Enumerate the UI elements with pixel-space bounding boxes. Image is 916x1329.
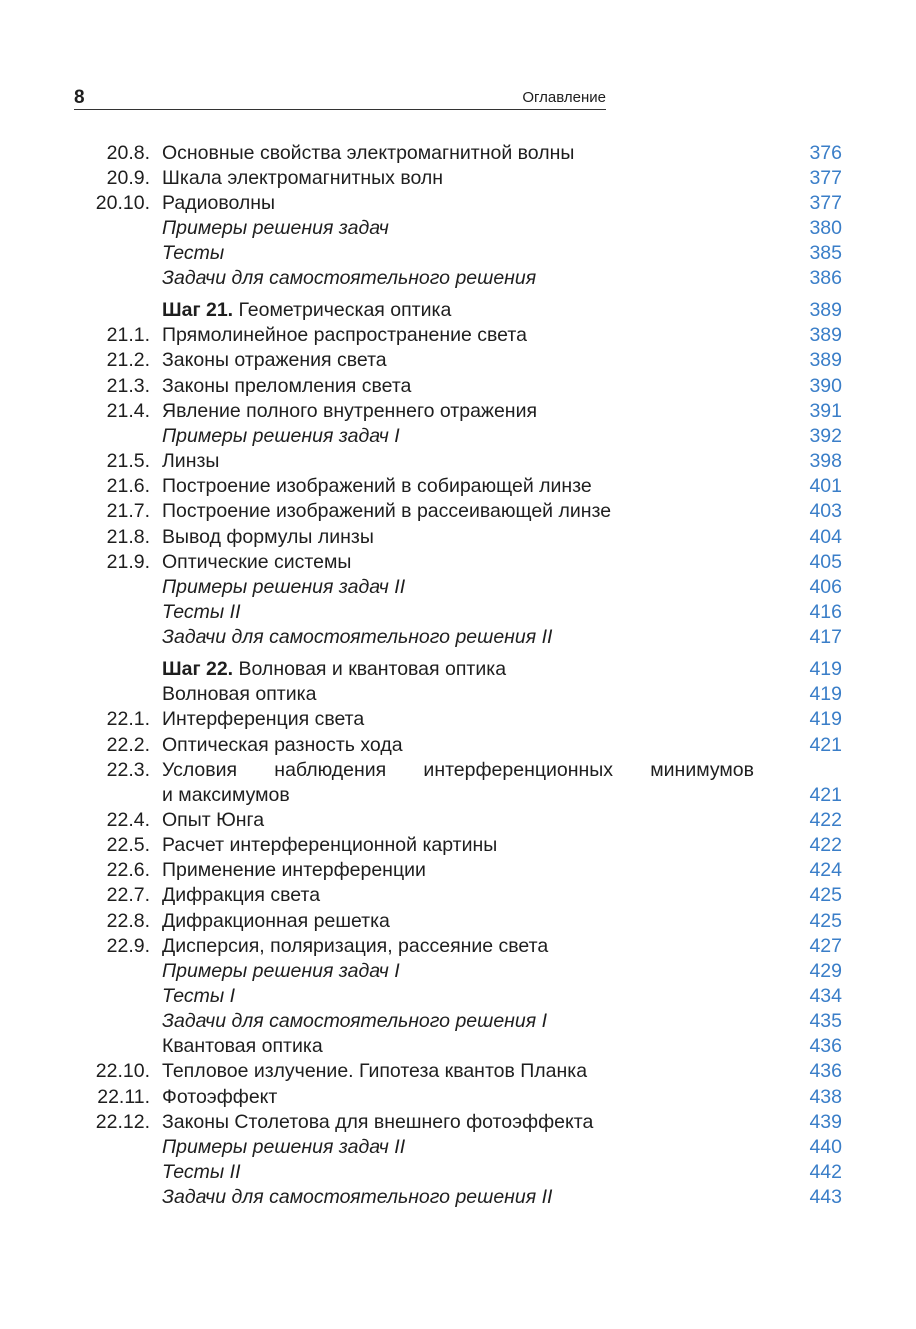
toc-entry-title: Оптические системы xyxy=(162,551,352,573)
toc-row xyxy=(0,600,916,625)
header-rule xyxy=(74,109,606,110)
toc-entry-number: 22.2. xyxy=(106,734,150,756)
toc-page-number: 398 xyxy=(809,450,842,472)
toc-entry-title: Законы преломления света xyxy=(162,375,412,397)
toc-entry-title: Основные свойства электромагнитной волны xyxy=(162,142,575,164)
toc-entry-title: Дифракция света xyxy=(162,884,321,906)
toc-entry-title: Примеры решения задач II xyxy=(162,576,406,598)
toc-row xyxy=(0,984,916,1009)
toc-page-number: 421 xyxy=(809,784,842,806)
toc-row xyxy=(0,374,916,399)
toc-entry-title: Примеры решения задач II xyxy=(162,1136,406,1158)
toc-row xyxy=(0,758,916,783)
toc-page-number: 427 xyxy=(809,935,842,957)
toc-entry-number: 21.8. xyxy=(106,526,150,548)
toc-row xyxy=(0,399,916,424)
toc-entry-title: Явление полного внутреннего отражения xyxy=(162,400,538,422)
toc-page-number: 417 xyxy=(809,626,842,648)
toc-row xyxy=(0,449,916,474)
toc-entry-title: Применение интерференции xyxy=(162,859,426,881)
toc-row xyxy=(0,1059,916,1084)
toc-entry-title: Радиоволны xyxy=(162,192,276,214)
toc-entry-number: 22.11. xyxy=(97,1086,150,1108)
toc-entry-number: 22.3. xyxy=(106,759,150,781)
toc-entry-number: 22.5. xyxy=(106,834,150,856)
toc-entry-title: Построение изображений в собирающей линзе xyxy=(162,475,592,497)
toc-entry-title: Вывод формулы линзы xyxy=(162,526,374,548)
toc-page-number: 436 xyxy=(809,1035,842,1057)
toc-row xyxy=(0,550,916,575)
toc-page-number: 436 xyxy=(809,1060,842,1082)
toc-entry-number: 21.6. xyxy=(106,475,150,497)
running-header-title: Оглавление xyxy=(522,89,606,106)
toc-entry-title: Примеры решения задач I xyxy=(162,425,400,447)
toc-row xyxy=(0,323,916,348)
toc-row xyxy=(0,1185,916,1210)
toc-entry-number: 21.4. xyxy=(106,400,150,422)
toc-page-number: 401 xyxy=(809,475,842,497)
toc-entry-title: Линзы xyxy=(162,450,220,472)
toc-entry-title: Опыт Юнга xyxy=(162,809,265,831)
toc-row xyxy=(0,1085,916,1110)
toc-entry-number: 22.1. xyxy=(106,708,150,730)
toc-row xyxy=(0,707,916,732)
toc-page-number: 380 xyxy=(809,217,842,239)
toc-row xyxy=(0,141,916,166)
toc-step-label: Шаг 21. xyxy=(162,299,234,321)
toc-row xyxy=(0,1160,916,1185)
toc-entry-title: Задачи для самостоятельного решения I xyxy=(162,1010,547,1032)
toc-entry-title: Законы Столетова для внешнего фотоэффекта xyxy=(162,1111,594,1133)
toc-entry-title: Дифракционная решетка xyxy=(162,910,390,932)
toc-page-number: 385 xyxy=(809,242,842,264)
toc-entry-title: Построение изображений в рассеивающей линзе xyxy=(162,500,612,522)
toc-page-number: 377 xyxy=(809,167,842,189)
toc-entry-number: 22.10. xyxy=(95,1060,150,1082)
toc-entry-title: Задачи для самостоятельного решения II xyxy=(162,1186,553,1208)
toc-row xyxy=(0,833,916,858)
toc-page-number: 392 xyxy=(809,425,842,447)
toc-chapter-row xyxy=(0,657,916,682)
toc-page-number: 425 xyxy=(809,910,842,932)
toc-row xyxy=(0,348,916,373)
toc-entry-title: Фотоэффект xyxy=(162,1086,278,1108)
toc-row xyxy=(0,424,916,449)
toc-step-label: Шаг 22. xyxy=(162,658,234,680)
toc-entry-number: 20.8. xyxy=(106,142,150,164)
toc-row xyxy=(0,166,916,191)
toc-row xyxy=(0,808,916,833)
toc-page-number: 442 xyxy=(809,1161,842,1183)
toc-row xyxy=(0,191,916,216)
toc-page-number: 376 xyxy=(809,142,842,164)
running-header xyxy=(74,86,606,110)
toc-page-number: 435 xyxy=(809,1010,842,1032)
toc-page-number: 429 xyxy=(809,960,842,982)
toc-entry-number: 20.10. xyxy=(95,192,150,214)
toc-entry-number: 20.9. xyxy=(106,167,150,189)
toc-row xyxy=(0,1009,916,1034)
toc-entry-number: 22.4. xyxy=(106,809,150,831)
toc-page-number: 439 xyxy=(809,1111,842,1133)
toc-entry-number: 22.12. xyxy=(95,1111,150,1133)
toc-entry-title: Примеры решения задач I xyxy=(162,960,400,982)
toc-row xyxy=(0,934,916,959)
toc-row xyxy=(0,625,916,650)
toc-row xyxy=(0,1034,916,1059)
toc-page-number: 425 xyxy=(809,884,842,906)
toc-row xyxy=(0,216,916,241)
toc-entry-title: Тепловое излучение. Гипотеза квантов Планка xyxy=(162,1060,588,1082)
toc-page-number: 424 xyxy=(809,859,842,881)
toc-entry-title: Задачи для самостоятельного решения xyxy=(162,267,537,289)
toc-entry-title: Шкала электромагнитных волн xyxy=(162,167,444,189)
toc-entry-title: Оптическая разность хода xyxy=(162,734,403,756)
toc-entry-title: Шаг 22. Волновая и квантовая оптика xyxy=(162,658,507,680)
toc-page-number: 416 xyxy=(809,601,842,623)
toc-entry-number: 22.8. xyxy=(106,910,150,932)
toc-entry-title: Законы отражения света xyxy=(162,349,387,371)
toc-entry-title: Примеры решения задач xyxy=(162,217,389,239)
toc-entry-title: и максимумов xyxy=(162,784,290,806)
toc-page-number: 406 xyxy=(809,576,842,598)
toc-page-number: 419 xyxy=(809,683,842,705)
toc-chapter-row xyxy=(0,298,916,323)
toc-row xyxy=(0,909,916,934)
toc-page-number: 403 xyxy=(809,500,842,522)
toc-page-number: 422 xyxy=(809,834,842,856)
toc-page-number: 389 xyxy=(809,349,842,371)
toc-entry-title: Шаг 21. Геометрическая оптика xyxy=(162,299,452,321)
toc-row xyxy=(0,858,916,883)
toc-row xyxy=(0,733,916,758)
toc-entry-title: Квантовая оптика xyxy=(162,1035,323,1057)
toc-entry-title: Тесты II xyxy=(162,1161,241,1183)
toc-entry-number: 21.7. xyxy=(106,500,150,522)
toc-row xyxy=(0,682,916,707)
toc-row xyxy=(0,474,916,499)
toc-entry-number: 22.6. xyxy=(106,859,150,881)
toc-row xyxy=(0,241,916,266)
toc-page-number: 391 xyxy=(809,400,842,422)
toc-entry-title: Волновая оптика xyxy=(162,683,317,705)
toc-entry-title: Условия наблюдения интерференционных минимумов xyxy=(162,759,754,781)
toc-row xyxy=(0,959,916,984)
toc-page-number: 434 xyxy=(809,985,842,1007)
toc-entry-number: 22.9. xyxy=(106,935,150,957)
toc-entry-number: 21.2. xyxy=(106,349,150,371)
toc-row xyxy=(0,1135,916,1160)
toc-page-number: 377 xyxy=(809,192,842,214)
toc-page-number: 405 xyxy=(809,551,842,573)
toc-row xyxy=(0,783,916,808)
toc-page-number: 419 xyxy=(809,708,842,730)
toc-page-number: 404 xyxy=(809,526,842,548)
toc-page-number: 389 xyxy=(809,299,842,321)
toc-entry-number: 21.9. xyxy=(106,551,150,573)
toc-entry-title: Тесты I xyxy=(162,985,236,1007)
toc-page-number: 421 xyxy=(809,734,842,756)
toc-row xyxy=(0,266,916,291)
toc-page-number: 390 xyxy=(809,375,842,397)
toc-entry-number: 21.3. xyxy=(106,375,150,397)
toc-entry-number: 21.5. xyxy=(106,450,150,472)
toc-row xyxy=(0,883,916,908)
toc-row xyxy=(0,525,916,550)
toc-row xyxy=(0,499,916,524)
toc-page-number: 438 xyxy=(809,1086,842,1108)
toc-entry-number: 22.7. xyxy=(106,884,150,906)
toc-page-number: 440 xyxy=(809,1136,842,1158)
toc-page-number: 443 xyxy=(809,1186,842,1208)
toc-entry-title: Дисперсия, поляризация, рассеяние света xyxy=(162,935,549,957)
toc-page-number: 422 xyxy=(809,809,842,831)
toc-entry-title: Расчет интерференционной картины xyxy=(162,834,498,856)
toc-entry-title: Интерференция света xyxy=(162,708,365,730)
page-number: 8 xyxy=(74,87,85,108)
toc-entry-title: Тесты II xyxy=(162,601,241,623)
toc-page-number: 386 xyxy=(809,267,842,289)
toc-row xyxy=(0,575,916,600)
toc-entry-title: Прямолинейное распространение света xyxy=(162,324,527,346)
toc-page-number: 389 xyxy=(809,324,842,346)
toc-row xyxy=(0,1110,916,1135)
toc-page-number: 419 xyxy=(809,658,842,680)
toc-entry-title: Тесты xyxy=(162,242,225,264)
toc-entry-number: 21.1. xyxy=(106,324,150,346)
toc-entry-title: Задачи для самостоятельного решения II xyxy=(162,626,553,648)
